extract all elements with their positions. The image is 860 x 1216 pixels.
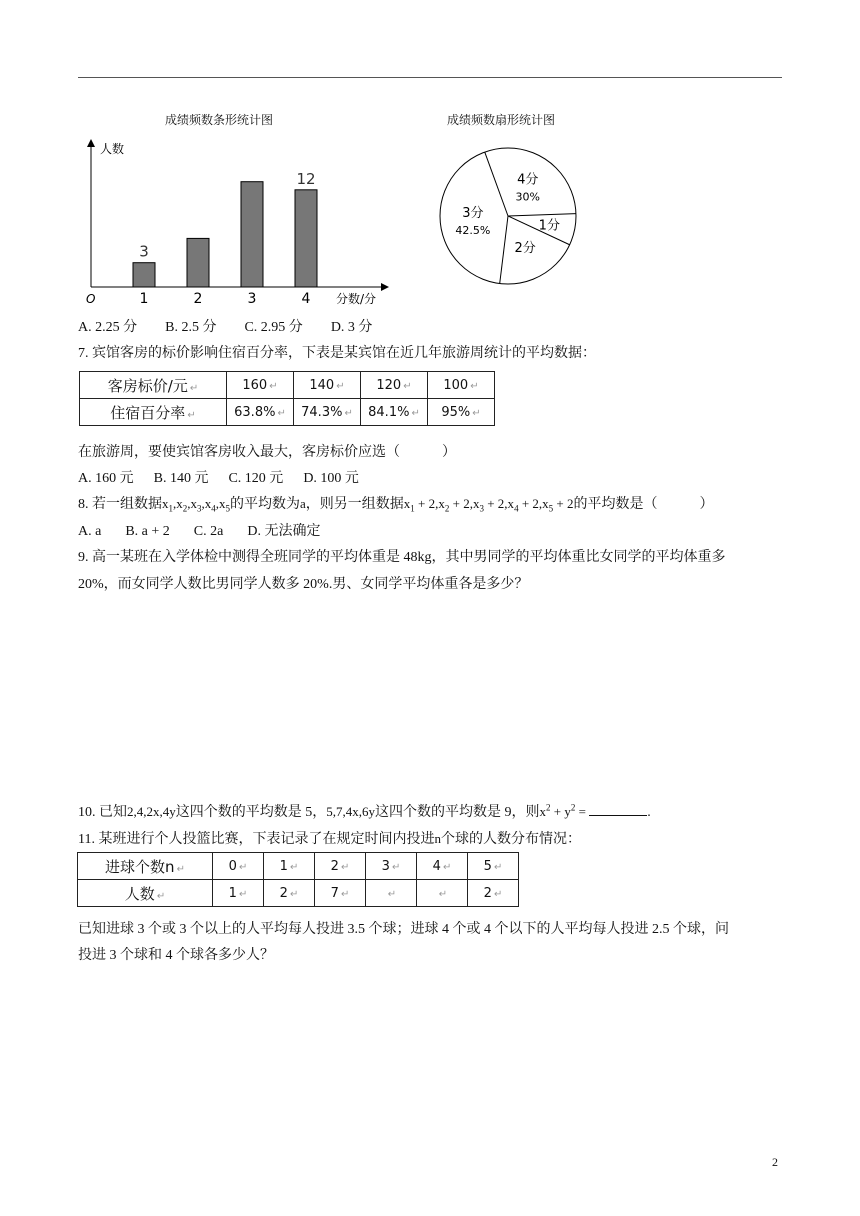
q6-option-a[interactable]: A. 2.25 分 bbox=[78, 320, 138, 335]
y-axis-arrow bbox=[87, 139, 95, 147]
data-label-1: 3 bbox=[139, 242, 149, 261]
table-cell: 3 ↵ bbox=[366, 853, 417, 880]
table-cell: ↵ bbox=[417, 880, 468, 907]
q11-line2: 投进 3 个球和 4 个球各多少人？ bbox=[78, 948, 274, 963]
table-cell: ↵ bbox=[366, 880, 417, 907]
tick-label-2: 2 bbox=[193, 291, 203, 307]
slice-label-4: 4分 bbox=[517, 172, 539, 188]
slice-label-2: 2分 bbox=[514, 240, 536, 256]
table-cell: 0 ↵ bbox=[213, 853, 264, 880]
q8-options bbox=[78, 520, 348, 540]
q6-option-c[interactable]: C. 2.95 分 bbox=[244, 320, 303, 335]
bar-2 bbox=[187, 238, 209, 287]
tick-label-3: 3 bbox=[247, 291, 257, 307]
table-cell: 95% ↵ bbox=[428, 399, 495, 426]
answer-blank[interactable] bbox=[589, 803, 647, 816]
x-axis-arrow bbox=[381, 283, 389, 291]
bar-chart bbox=[78, 135, 398, 310]
q7-stem: 7. 宾馆客房的标价影响住宿百分率，下表是某宾馆在近几年旅游周统计的平均数据： bbox=[78, 346, 596, 361]
q7-question: 在旅游周，要使宾馆客房收入最大，客房标价应选（ ） bbox=[78, 445, 456, 460]
table-cell: 2 ↵ bbox=[468, 880, 519, 907]
table-cell: 120 ↵ bbox=[361, 372, 428, 399]
tick-label-4: 4 bbox=[301, 291, 311, 307]
table-cell: 84.1% ↵ bbox=[361, 399, 428, 426]
data-label-4: 12 bbox=[296, 169, 316, 188]
y-axis-label: 人数 bbox=[100, 142, 125, 156]
slice-percent-4: 30% bbox=[515, 190, 540, 204]
table-cell: 7 ↵ bbox=[315, 880, 366, 907]
q8-option-d[interactable]: D. 无法确定 bbox=[247, 524, 321, 539]
table-header-cell: 进球个数n ↵ bbox=[78, 853, 213, 880]
table-header-cell: 住宿百分率 ↵ bbox=[80, 399, 227, 426]
table-row bbox=[80, 399, 495, 426]
table-cell: 100 ↵ bbox=[428, 372, 495, 399]
x-axis-label: 分数/分 bbox=[336, 292, 377, 306]
bar-1 bbox=[133, 263, 155, 287]
header-rule bbox=[78, 77, 782, 78]
q6-option-b[interactable]: B. 2.5 分 bbox=[165, 320, 217, 335]
table-cell: 2 ↵ bbox=[315, 853, 366, 880]
table-cell: 2 ↵ bbox=[264, 880, 315, 907]
tick-label-1: 1 bbox=[139, 291, 149, 307]
q7-option-c[interactable]: C. 120 元 bbox=[228, 471, 284, 486]
origin-label: O bbox=[86, 292, 96, 306]
table-cell: 4 ↵ bbox=[417, 853, 468, 880]
table-cell: 1 ↵ bbox=[213, 880, 264, 907]
table-row bbox=[78, 853, 519, 880]
bar-chart-title: 成绩频数条形统计图 bbox=[165, 113, 274, 127]
q9-line2: 20%，而女同学人数比男同学人数多 20%.男、女同学平均体重各是多少？ bbox=[78, 577, 529, 592]
slice-label-3: 3分 bbox=[462, 206, 484, 222]
q8-option-b[interactable]: B. a + 2 bbox=[125, 524, 170, 539]
q9-line1: 9. 高一某班在入学体检中测得全班同学的平均体重是 48kg，其中男同学的平均体重比女同学的平均体重多 bbox=[78, 550, 726, 565]
q6-option-d[interactable]: D. 3 分 bbox=[330, 320, 373, 335]
q8-stem: 8. 若一组数据$x_1,x_2,x_3,x_4,x_5$的平均数为a，则另一组数据$x_1 + 2,x_2 + 2,x_3 + 2,x_4 + 2,x_5 + 2$的平均数是（ ） bbox=[78, 496, 714, 514]
table-cell: 1 ↵ bbox=[264, 853, 315, 880]
table-cell: 74.3% ↵ bbox=[294, 399, 361, 426]
slice-label-1: 1分 bbox=[538, 218, 560, 234]
page-number: 2 bbox=[772, 1155, 778, 1169]
q6-options bbox=[78, 316, 400, 336]
table-row bbox=[80, 372, 495, 399]
bar-3 bbox=[241, 182, 263, 287]
table-header-cell: 人数 ↵ bbox=[78, 880, 213, 907]
table-header-cell: 客房标价/元 ↵ bbox=[80, 372, 227, 399]
q7-table bbox=[79, 371, 495, 426]
q7-option-d[interactable]: D. 100 元 bbox=[303, 471, 359, 486]
table-cell: 140 ↵ bbox=[294, 372, 361, 399]
pie-chart-title: 成绩频数扇形统计图 bbox=[447, 113, 556, 127]
q11-table bbox=[77, 852, 519, 907]
q8-option-a[interactable]: A. a bbox=[78, 524, 102, 539]
q7-option-b[interactable]: B. 140 元 bbox=[153, 471, 209, 486]
bar-4 bbox=[295, 190, 317, 287]
q8-option-c[interactable]: C. 2a bbox=[193, 524, 224, 539]
q11-line1: 已知进球 3 个或 3 个以上的人平均每人投进 3.5 个球；进球 4 个或 4 个以下的人平均每人投进 2.5 个球，问 bbox=[78, 922, 729, 937]
q10-stem: 10. 已知2,4,2x,4y这四个数的平均数是 5，5,7,4x,6y这四个数的平均数是 9，则$x^2 + y^2$ = . bbox=[78, 802, 651, 820]
table-cell: 160 ↵ bbox=[227, 372, 294, 399]
table-cell: 63.8% ↵ bbox=[227, 399, 294, 426]
q7-options bbox=[78, 467, 387, 487]
q11-stem: 11. 某班进行个人投篮比赛，下表记录了在规定时间内投进n个球的人数分布情况： bbox=[78, 831, 581, 847]
table-row bbox=[78, 880, 519, 907]
pie-chart bbox=[432, 140, 592, 300]
q7-option-a[interactable]: A. 160 元 bbox=[78, 471, 134, 486]
table-cell: 5 ↵ bbox=[468, 853, 519, 880]
slice-percent-3: 42.5% bbox=[455, 224, 491, 238]
